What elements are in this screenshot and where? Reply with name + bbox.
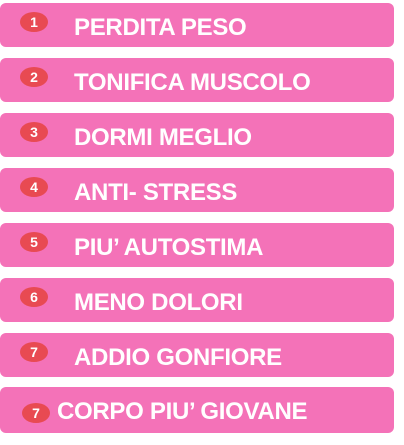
number-badge: 4 — [20, 177, 48, 197]
item-label: ADDIO GONFIORE — [74, 344, 282, 371]
list-item — [0, 278, 394, 322]
item-label: CORPO PIU’ GIOVANE — [57, 398, 308, 425]
list-item — [0, 58, 394, 102]
list-item — [0, 113, 394, 157]
number-badge: 6 — [20, 287, 48, 307]
number-badge: 7 — [20, 342, 48, 362]
item-label: ANTI- STRESS — [74, 179, 238, 206]
list-item — [0, 223, 394, 267]
number-badge: 5 — [20, 232, 48, 252]
list-item — [0, 3, 394, 47]
number-badge: 2 — [20, 67, 48, 87]
item-label: DORMI MEGLIO — [74, 124, 252, 151]
item-label: PERDITA PESO — [74, 14, 247, 41]
list-item — [0, 387, 394, 433]
number-badge: 7 — [22, 403, 50, 423]
list-item — [0, 168, 394, 212]
item-label: TONIFICA MUSCOLO — [74, 69, 311, 96]
item-label: PIU’ AUTOSTIMA — [74, 234, 264, 261]
list-item — [0, 333, 394, 377]
number-badge: 1 — [20, 12, 48, 32]
item-label: MENO DOLORI — [74, 289, 243, 316]
number-badge: 3 — [20, 122, 48, 142]
